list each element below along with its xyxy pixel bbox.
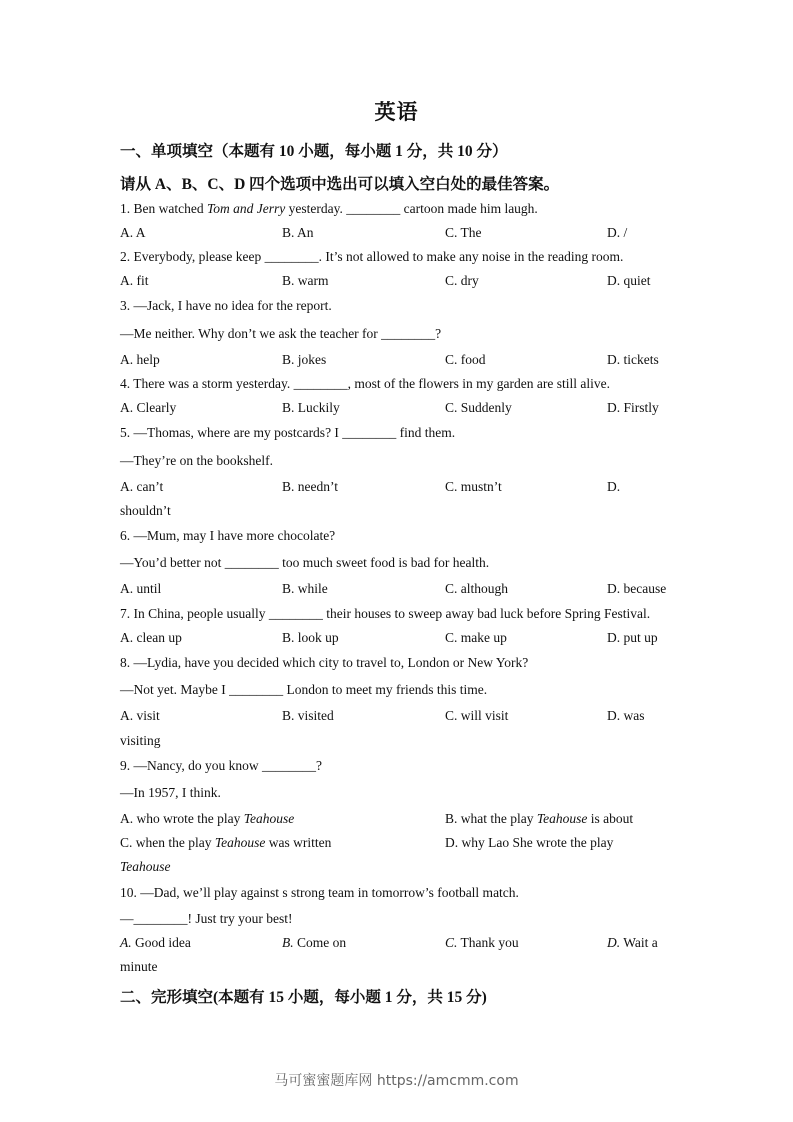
question-8-line-2: —Not yet. Maybe I ________ London to meet my friends this time. (120, 682, 488, 697)
q10-option-d-wrap: minute (120, 959, 158, 974)
q8-option-c: C. will visit (445, 708, 509, 723)
q9-option-a (120, 811, 294, 827)
question-10-line-2: —________! Just try your best! (120, 911, 293, 926)
question-3-line-2: —Me neither. Why don’t we ask the teacher for ________? (120, 326, 442, 341)
q10-d-letter: D. (607, 935, 621, 950)
q10-option-a (120, 935, 191, 951)
q7-option-d: D. put up (607, 630, 658, 645)
q10-option-b (282, 935, 346, 951)
q9-b-text: B. what the play (445, 811, 537, 826)
question-10-line-1: 10. —Dad, we’ll play against s strong team in tomorrow’s football match. (120, 885, 519, 900)
q9-c-after: was written (265, 835, 332, 850)
q10-b-text: Come on (293, 935, 347, 950)
q5-option-d-wrap: shouldn’t (120, 503, 171, 518)
q9-c-text: C. when the play (120, 835, 215, 850)
q10-a-text: Good idea (131, 935, 191, 950)
question-2-stem: 2. Everybody, please keep ________. It’s not allowed to make any noise in the reading room. (120, 249, 624, 264)
q8-option-d: D. was (607, 708, 645, 723)
q1-option-c: C. The (445, 225, 482, 240)
q2-option-a: A. fit (120, 273, 149, 288)
q7-option-b: B. look up (282, 630, 339, 645)
q2-option-b: B. warm (282, 273, 329, 288)
q3-option-a: A. help (120, 352, 160, 367)
q1-stem-italic: Tom and Jerry (206, 201, 286, 216)
q1-option-a: A. A (120, 225, 146, 240)
question-1-stem (120, 201, 538, 217)
q9-option-d-wrap: Teahouse (120, 859, 171, 874)
q10-c-text: Thank you (457, 935, 519, 950)
q10-a-letter: A. (120, 935, 132, 950)
q3-option-c: C. food (445, 352, 486, 367)
q5-option-c: C. mustn’t (445, 479, 502, 494)
q9-a-text: A. who wrote the play (120, 811, 244, 826)
q9-option-c (120, 835, 331, 851)
q9-option-d: D. why Lao She wrote the play (445, 835, 614, 850)
question-7-stem: 7. In China, people usually ________ their houses to sweep away bad luck before Spring Festival. (120, 606, 651, 621)
question-3-line-1: 3. —Jack, I have no idea for the report. (120, 298, 332, 313)
q8-option-a: A. visit (120, 708, 160, 723)
q1-option-b: B. An (282, 225, 314, 240)
question-9-line-1: 9. —Nancy, do you know ________? (120, 758, 322, 773)
section-1-heading: 一、单项填空（本题有 10 小题，每小题 1 分，共 10 分） (120, 143, 508, 160)
q4-option-c: C. Suddenly (445, 400, 512, 415)
question-5-line-1: 5. —Thomas, where are my postcards? I ________ find them. (120, 425, 456, 440)
q6-option-b: B. while (282, 581, 328, 596)
q3-option-b: B. jokes (282, 352, 327, 367)
q2-option-c: C. dry (445, 273, 479, 288)
q1-stem-before: 1. Ben watched (120, 201, 207, 216)
q8-option-b: B. visited (282, 708, 334, 723)
section-2-heading: 二、完形填空(本题有 15 小题，每小题 1 分，共 15 分) (120, 989, 487, 1006)
q4-option-a: A. Clearly (120, 400, 177, 415)
q9-b-italic: Teahouse (536, 811, 588, 826)
q3-option-d: D. tickets (607, 352, 659, 367)
question-6-line-2: —You’d better not ________ too much sweet food is bad for health. (120, 555, 490, 570)
q5-option-d: D. (607, 479, 621, 494)
question-8-line-1: 8. —Lydia, have you decided which city to travel to, London or New York? (120, 655, 529, 670)
page-title: 英语 (374, 100, 419, 124)
watermark-footer: 马可蜜蜜题库网 https://amcmm.com (274, 1073, 519, 1089)
q4-option-d: D. Firstly (607, 400, 659, 415)
q7-option-c: C. make up (445, 630, 507, 645)
q10-d-text: Wait a (620, 935, 658, 950)
q5-option-b: B. needn’t (282, 479, 338, 494)
q1-stem-after: yesterday. ________ cartoon made him laugh. (285, 201, 538, 216)
question-6-line-1: 6. —Mum, may I have more chocolate? (120, 528, 336, 543)
q5-option-a: A. can’t (120, 479, 164, 494)
q8-option-d-wrap: visiting (120, 733, 161, 748)
question-5-line-2: —They’re on the bookshelf. (120, 453, 273, 468)
section-1-instruction: 请从 A、B、C、D 四个选项中选出可以填入空白处的最佳答案。 (120, 176, 560, 193)
q7-option-a: A. clean up (120, 630, 182, 645)
q2-option-d: D. quiet (607, 273, 651, 288)
q6-option-a: A. until (120, 581, 162, 596)
q10-c-letter: C. (445, 935, 458, 950)
q10-option-c (445, 935, 519, 951)
q1-option-d: D. / (607, 225, 628, 240)
q9-b-after: is about (587, 811, 634, 826)
q9-a-italic: Teahouse (243, 811, 295, 826)
q6-option-c: C. although (445, 581, 508, 596)
q9-option-b (445, 811, 633, 827)
question-9-line-2: —In 1957, I think. (120, 785, 221, 800)
q9-c-italic: Teahouse (214, 835, 266, 850)
q4-option-b: B. Luckily (282, 400, 340, 415)
q10-option-d (607, 935, 658, 951)
question-4-stem: 4. There was a storm yesterday. ________, most of the flowers in my garden are still alive. (120, 376, 611, 391)
q6-option-d: D. because (607, 581, 667, 596)
q10-b-letter: B. (282, 935, 294, 950)
